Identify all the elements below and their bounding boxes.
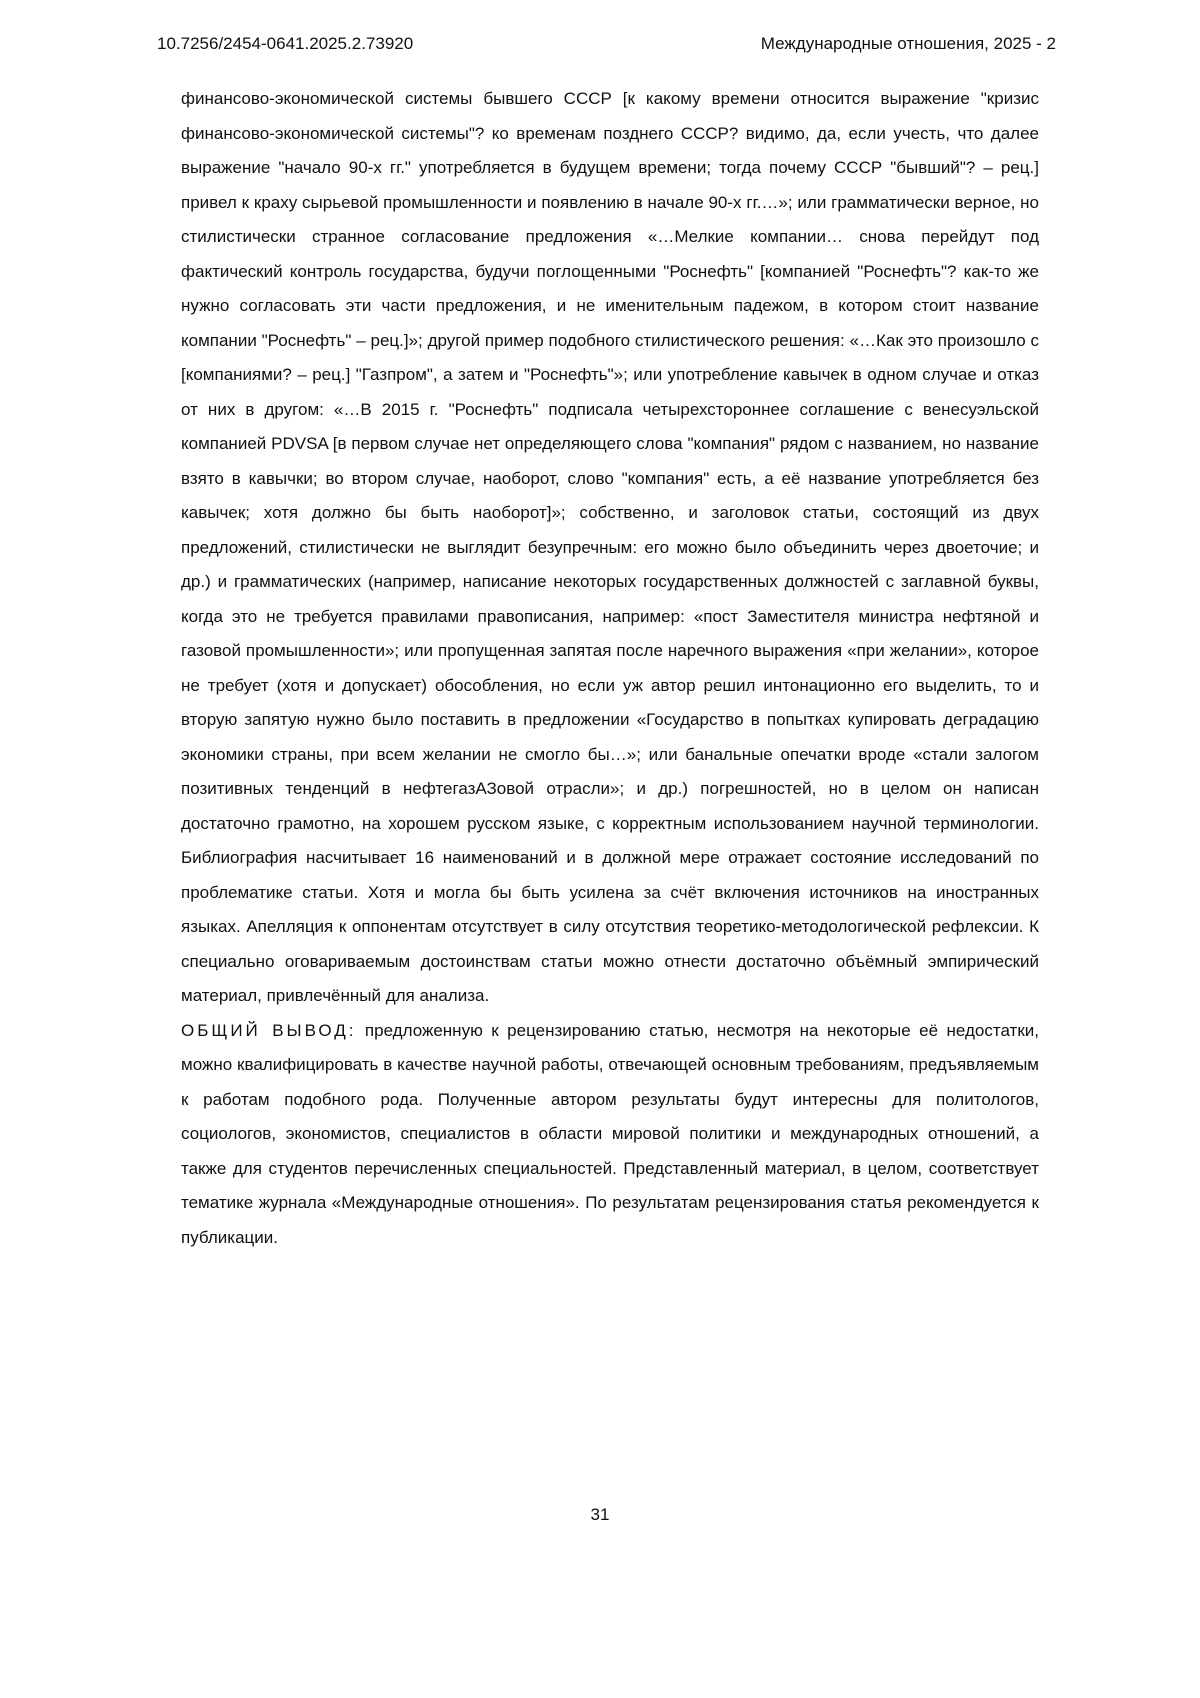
conclusion-label: ОБЩИЙ ВЫВОД: <box>181 1020 357 1040</box>
conclusion-paragraph <box>181 1014 1039 1256</box>
page-footer <box>0 1505 1200 1525</box>
journal-reference-text: Международные отношения, 2025 - 2 <box>760 34 1056 53</box>
document-body <box>181 82 1039 1255</box>
conclusion-text: предложенную к рецензированию статью, несмотря на некоторые её недостатки, можно квалифицировать в качестве научной работы, отвечающей основным требованиям, предъявляемым к работам подобного рода. Полученные автором результаты будут интересны для политологов, социологов, экономистов, специалистов в области мировой политики и международных отношений, а также для студентов перечисленных специальностей. Представленный материал, в целом, соответствует тематике журнала «Международные отношения». По результатам рецензирования статья рекомендуется к публикации. <box>181 1020 1039 1247</box>
doi-text: 10.7256/2454-0641.2025.2.73920 <box>157 34 414 53</box>
page-number: 31 <box>590 1505 610 1524</box>
body-paragraph: финансово-экономической системы бывшего СССР [к какому времени относится выражение "кризис финансово-экономической системы"? ко временам позднего СССР? видимо, да, если учесть, что далее выражение "начало 90-х гг." употребляется в будущем времени; тогда почему СССР "бывший"? – рец.] привел к краху сырьевой промышленности и появлению в начале 90-х гг.…»; или грамматически верное, но стилистически странное согласование предложения «…Мелкие компании… снова перейдут под фактический контроль государства, будучи поглощенными "Роснефть" [компанией "Роснефть"? как-то же нужно согласовать эти части предложения, и не именительным падежом, в котором стоит название компании "Роснефть" – рец.]»; другой пример подобного стилистического решения: «…Как это произошло с [компаниями? – рец.] "Газпром", а затем и "Роснефть"»; или употребление кавычек в одном случае и отказ от них в другом: «…В 2015 г. "Роснефть" подписала четырехстороннее соглашение с венесуэльской компанией PDVSA [в первом случае нет определяющего слова "компания" рядом с названием, но название взято в кавычки; во втором случае, наоборот, слово "компания" есть, а её название употребляется без кавычек; хотя должно бы быть наоборот]»; собственно, и заголовок статьи, состоящий из двух предложений, стилистически не выглядит безупречным: его можно было объединить через двоеточие; и др.) и грамматических (например, написание некоторых государственных должностей с заглавной буквы, когда это не требуется правилами правописания, например: «пост Заместителя министра нефтяной и газовой промышленности»; или пропущенная запятая после наречного выражения «при желании», которое не требует (хотя и допускает) обособления, но если уж автор решил интонационно его выделить, то и вторую запятую нужно было поставить в предложении «Государство в попытках купировать деградацию экономики страны, при всем желании не смогло бы…»; или банальные опечатки вроде «стали залогом позитивных тенденций в нефтегазАЗовой отрасли»; и др.) погрешностей, но в целом он написан достаточно грамотно, на хорошем русском языке, с корректным использованием научной терминологии. Библиография насчитывает 16 наименований и в должной мере отражает состояние исследований по проблематике статьи. Хотя и могла бы быть усилена за счёт включения источников на иностранных языках. Апелляция к оппонентам отсутствует в силу отсутствия теоретико-методологической рефлексии. К специально оговариваемым достоинствам статьи можно отнести достаточно объёмный эмпирический материал, привлечённый для анализа. <box>181 89 1039 1005</box>
page-header <box>157 34 1056 54</box>
